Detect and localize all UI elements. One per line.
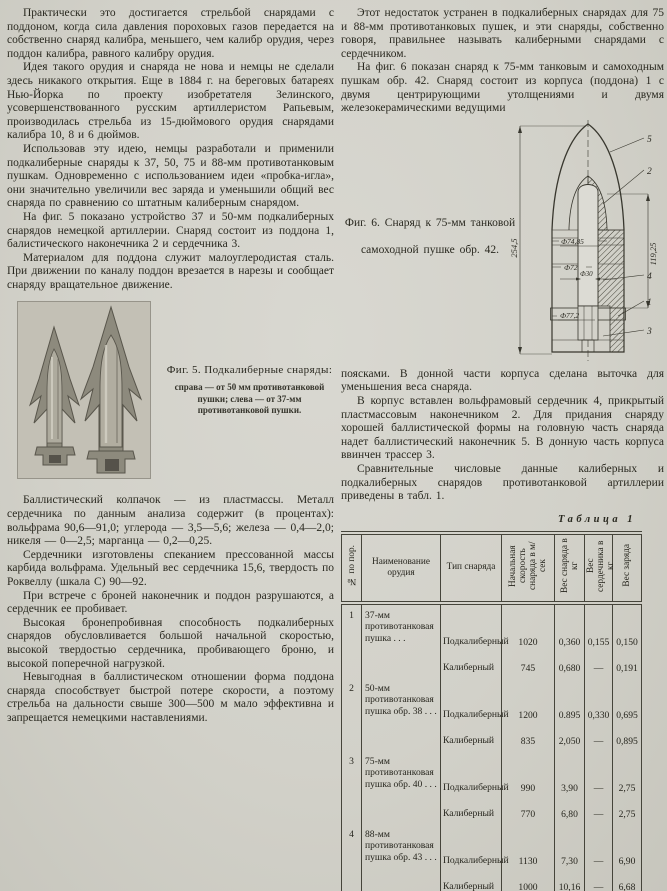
paragraph: На фиг. 6 показан снаряд к 75-мм танковым и самоходным пушкам обр. 42. Снаряд состоит из корпуса (поддона) 1 с двумя центрирующими утолщениями и двумя железокерамическими ведущими [341, 61, 664, 115]
callout-5: 5 [647, 134, 652, 145]
fig5-caption-note: справа — от 50 мм противотанковой пушки; слева — от 37-мм противотанковой пушки. [174, 382, 325, 416]
core-weight-value: — [585, 798, 613, 824]
fig5-photo [17, 301, 151, 479]
right-column [341, 7, 664, 891]
charge-weight-value: 6,68 [613, 871, 642, 891]
shell-weight-value: 10,16 [555, 871, 585, 891]
col-header-gun: Наименование орудия [362, 533, 441, 603]
shell-weight-value: 6,80 [555, 798, 585, 824]
core-weight-value: — [585, 751, 613, 798]
col-header-velocity: Начальная скорость снаряда в м/сек [502, 533, 555, 603]
core-weight-value: — [585, 652, 613, 678]
dim-d77: Ф77,2 [560, 310, 580, 320]
paragraph: При встрече с броней наконечник и поддон разрушаются, а сердечник ее пробивает. [7, 589, 334, 616]
shell-weight-value: 3,90 [555, 751, 585, 798]
paragraph: Сравнительные числовые данные калиберных и подкалиберных снарядов противотанковой артиллерии приведены в табл. 1. [341, 462, 664, 503]
dim-d72: Ф72 [564, 262, 578, 272]
col-header-num: № по пор. [342, 533, 362, 603]
paragraph: Высокая бронепробивная способность подкалиберных снарядов обусловливается большой начальной скоростью, высокой твердостью сердечника, пробивающего броню, и высокой поперечной нагрузкой. [7, 616, 334, 670]
paragraph: Идея такого орудия и снаряда не нова и немцы не сделали здесь никакого открытия. Еще в 1884 г. на береговых батареях Нью-Йорка по проекту изобретателя Зелинского, усовершенствованного русским артиллеристом Рапьевым, производилась стрельба из 15-дюймового орудия снарядами калибра 10, 8 и 6 дюймов. [7, 61, 334, 142]
paragraph: Материалом для поддона служит малоуглеродистая сталь. При движении по каналу поддон врезается в нарезы и сообщает снаряду вращательное движение. [7, 251, 334, 291]
shell-type: Подкалиберный [441, 603, 502, 652]
fig6-caption: Фиг. 6. Снаряд к 75-мм танковой самоходной пушке обр. 42. [344, 216, 516, 256]
table-row [342, 603, 642, 652]
col-header-charge-weight: Вес заряда [613, 533, 642, 603]
gun-name: 37-мм противотанковая пушка . . . [362, 603, 441, 678]
paragraph: Баллистический колпачок — из пластмассы. Металл сердечника по данным анализа содержит (в процентах): вольфрама 90,6—91,0; углерода — 3,5—5,6; железа — 0,4—2,0; никеля — 0—2,5; марганца — 0,2—0,25. [7, 494, 334, 548]
gun-name: 88-мм противотанковая пушка обр. 43 . . . [362, 824, 441, 891]
velocity-value: 745 [502, 652, 555, 678]
shell-type: Калиберный [441, 725, 502, 751]
shell-type: Калиберный [441, 652, 502, 678]
velocity-value: 1130 [502, 824, 555, 871]
core-weight-value: — [585, 725, 613, 751]
shell-weight-value: 7,30 [555, 824, 585, 871]
shell-weight-value: 0,680 [555, 652, 585, 678]
comparison-table [341, 531, 642, 891]
velocity-value: 835 [502, 725, 555, 751]
table-header [342, 533, 642, 603]
row-number: 4 [349, 828, 354, 840]
col-header-shell-weight: Вес снаряда в кг [555, 533, 585, 603]
table-row [342, 824, 642, 871]
callout-4: 4 [647, 271, 652, 282]
charge-weight-value: 0,895 [613, 725, 642, 751]
shell-type: Калиберный [441, 871, 502, 891]
paragraph: Практически это достигается стрельбой снарядами с поддоном, когда сила давления пороховых газов передается на собственно снаряд калибра, меньшего, чем калибр орудия, через поддон калибра, равного калибру орудия. [7, 7, 334, 60]
gun-name: 50-мм противотанковая пушка обр. 38 . . . [362, 678, 441, 751]
paragraph: Использовав эту идею, немцы разработали и применили подкалиберные снаряды к 37, 50, 75 и 88-мм противотанковым пушкам. Одновременно с использованием идеи «пробка-игла», они значительно увеличили вес заряда и уменьшили общий вес снаряда по сравнению со штатным калиберным снарядом. [7, 142, 334, 210]
charge-weight-value: 0,695 [613, 678, 642, 725]
left-column [7, 7, 334, 726]
core-weight-value: 0,155 [585, 603, 613, 652]
charge-weight-value: 6,90 [613, 824, 642, 871]
charge-weight-value: 2,75 [613, 751, 642, 798]
shell-type: Подкалиберный [441, 824, 502, 871]
shell-weight-value: 0,360 [555, 603, 585, 652]
charge-weight-value: 0,150 [613, 603, 642, 652]
tracer [578, 306, 598, 340]
gun-name: 75-мм противотанковая пушка обр. 40 . . . [362, 751, 441, 824]
velocity-value: 770 [502, 798, 555, 824]
callout-1: 1 [647, 297, 652, 308]
paragraph: Этот недостаток устранен в подкалиберных снарядах для 75 и 88-мм противотанковых пушек, и эти снаряды, собственно говоря, правильнее называть калиберными снарядами с сердечником. [341, 7, 664, 60]
paragraph: В корпус вставлен вольфрамовый сердечник 4, прикрытый пластмассовым наконечником 2. Для придания снаряду хорошей баллистической формы на головную часть снаряда надет баллистический наконечник 5. В донную часть корпуса ввинчен трассер 3. [341, 394, 664, 462]
velocity-value: 1200 [502, 678, 555, 725]
velocity-value: 990 [502, 751, 555, 798]
table-row [342, 678, 642, 725]
shell-type: Подкалиберный [441, 678, 502, 725]
core-weight-value: — [585, 824, 613, 871]
callout-2: 2 [647, 166, 652, 177]
dim-254: 254,5 [509, 238, 519, 258]
table-row [342, 751, 642, 798]
fig6-drawing [506, 118, 664, 364]
paragraph: На фиг. 5 показано устройство 37 и 50-мм подкалиберных снарядов немецкой артиллерии. Снаряд состоит из поддона 1, балистического наконечника 2 и сердечника 3. [7, 210, 334, 251]
charge-weight-value: 2,75 [613, 798, 642, 824]
fig5-caption [165, 364, 334, 417]
shell-type: Подкалиберный [441, 751, 502, 798]
charge-weight-value: 0,191 [613, 652, 642, 678]
row-number: 2 [349, 682, 354, 694]
col-header-core-weight: Вес сердечника в кг [585, 533, 613, 603]
paragraph: Сердечники изготовлены спеканием прессованной массы карбида вольфрама. Удельный вес сердечника 15,6, твердость по Роквеллу (шкала С) 90—92. [7, 548, 334, 589]
callout-3: 3 [647, 326, 652, 337]
shell-weight-value: 2,050 [555, 725, 585, 751]
core-weight-value: — [585, 871, 613, 891]
figure-6 [341, 118, 664, 364]
col-header-type: Тип снаряда [441, 533, 502, 603]
table-label: Таблица 1 [558, 513, 636, 525]
velocity-value: 1020 [502, 603, 555, 652]
paragraph: поясками. В донной части корпуса сделана выточка для уменьшения веса снаряда. [341, 367, 664, 394]
dim-d30: Ф30 [580, 269, 593, 278]
shell-weight-value: 0.895 [555, 678, 585, 725]
velocity-value: 1000 [502, 871, 555, 891]
paragraph: Невыгодная в баллистическом отношении форма поддона снаряда способствует быстрой потере скорости, а поэтому стрельба на дальности свыше 300—500 м мало эффективна и запрещается немецкими наставлениями. [7, 671, 334, 724]
shell-type: Калиберный [441, 798, 502, 824]
row-number: 3 [349, 755, 354, 767]
dim-119: 119,25 [648, 242, 658, 266]
core-weight-value: 0,330 [585, 678, 613, 725]
dim-d74: Ф74,85 [561, 236, 584, 246]
figure-5 [17, 301, 334, 479]
row-number: 1 [349, 609, 354, 621]
fig5-caption-title: Фиг. 5. Подкалиберные снаряды: [166, 364, 333, 377]
